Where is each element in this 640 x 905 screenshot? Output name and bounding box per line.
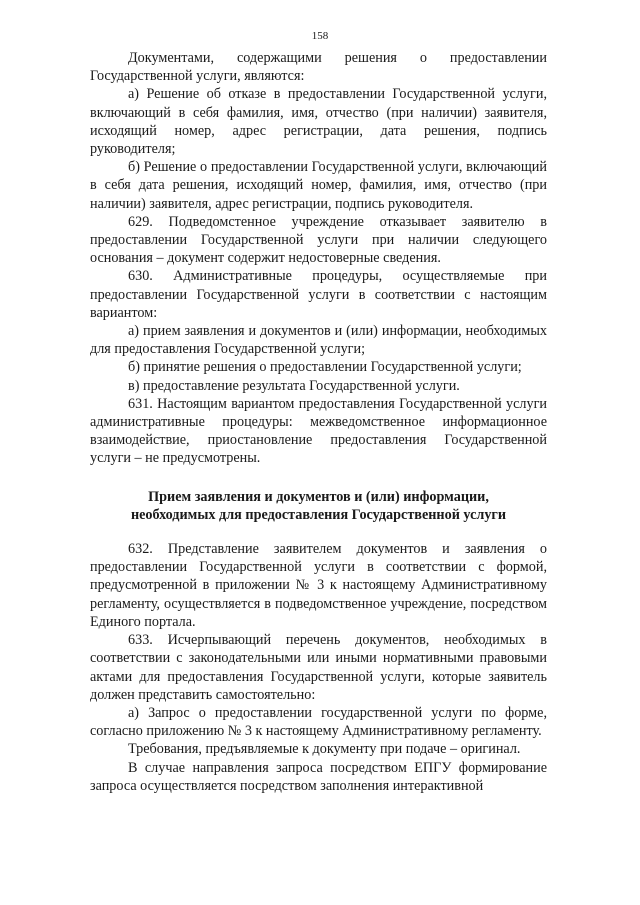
document-body — [90, 49, 547, 795]
list-item: а) прием заявления и документов и (или) информации, необходимых для предоставления Государственной услуги; — [90, 323, 547, 358]
section-heading — [90, 488, 547, 524]
page-number: 158 — [311, 30, 329, 42]
paragraph: Документами, содержащими решения о предоставлении Государственной услуги, являются: — [90, 50, 547, 85]
paragraph: 629. Подведомстенное учреждение отказывает заявителю в предоставлении Государственной услуги при наличии следующего основания – документ содержит недостоверные сведения. — [90, 213, 547, 267]
paragraph: б) Решение о предоставлении Государственной услуги, включающий в себя дата решения, исходящий номер, фамилия, имя, отчество (при наличии) заявителя, адрес регистрации, подпись руководителя. — [90, 159, 547, 212]
paragraph: 630. Административные процедуры, осуществляемые при предоставлении Государственной услуги в соответствии с настоящим вариантом: — [90, 268, 547, 321]
list-item: б) принятие решения о предоставлении Государственной услуги; — [128, 359, 522, 376]
section-heading-line: Прием заявления и документов и (или) информации, — [148, 488, 489, 505]
list-item: в) предоставление результата Государственной услуги. — [128, 377, 460, 394]
paragraph: а) Решение об отказе в предоставлении Государственной услуги, включающий в себя фамилия, имя, отчество (при наличии) заявителя, исходящий номер, адрес регистрации, дата решения, подпись руководителя; — [90, 86, 547, 158]
paragraph: 631. Настоящим вариантом предоставления Государственной услуги административные процедуры: межведомственное информационное взаимодействие, приостановление предоставления Государственной услуги – не предусмотрены. — [90, 395, 547, 467]
paragraph: 633. Исчерпывающий перечень документов, необходимых в соответствии с законодательными или иными нормативными правовыми актами для предоставления Государственной услуги, которые заявитель должен представить самостоятельно: — [90, 632, 547, 703]
paragraph: В случае направления запроса посредством ЕПГУ формирование запроса осуществляется посредством заполнения интерактивной — [90, 759, 547, 794]
paragraph: Требования, предъявляемые к документу при подаче – оригинал. — [128, 741, 521, 758]
section-heading-line: необходимых для предоставления Государственной услуги — [130, 506, 507, 523]
list-item: а) Запрос о предоставлении государственной услуги по форме, согласно приложению № 3 к настоящему Административному регламенту. — [90, 704, 547, 740]
paragraph: 632. Представление заявителем документов и заявления о предоставлении Государственной услуги в соответствии с формой, предусмотренной в приложении № 3 к настоящему Административному регламенту, осуществляется в подведомственное учреждение, посредством Единого портала. — [90, 541, 547, 630]
